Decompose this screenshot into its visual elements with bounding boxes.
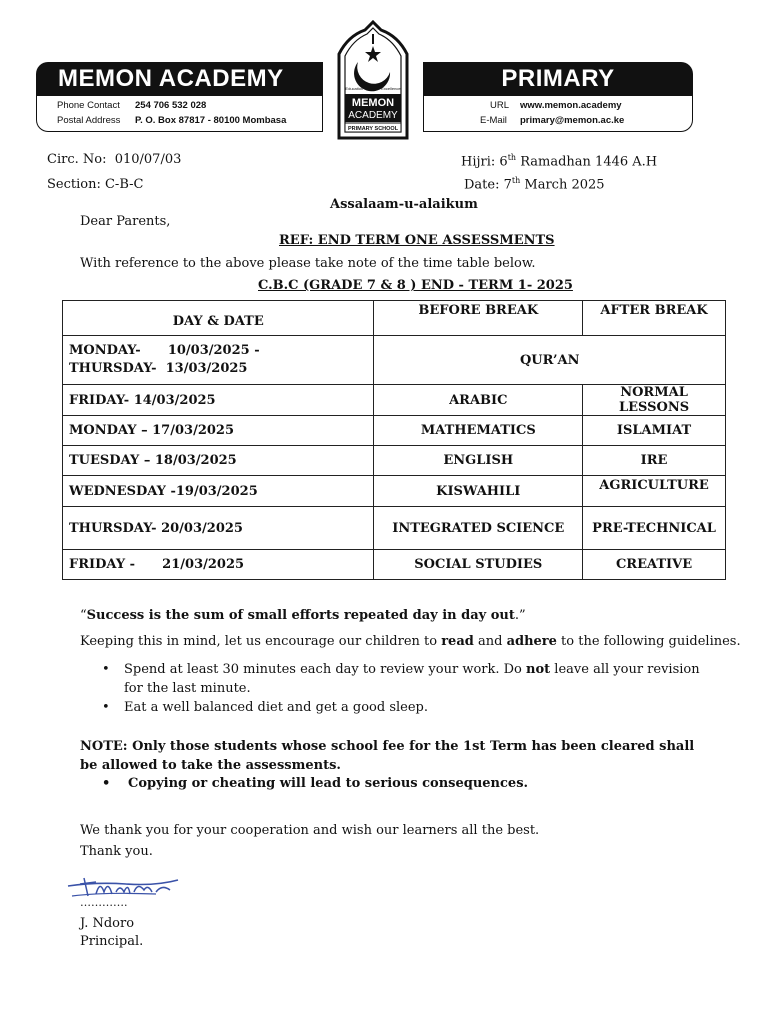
- thank-you: Thank you.: [80, 844, 153, 859]
- before-break-cell: KISWAHILI: [374, 476, 583, 507]
- table-row: [63, 507, 726, 550]
- table-row: [63, 385, 726, 416]
- list-item: • Copying or cheating will lead to serious consequences.: [80, 774, 700, 793]
- email-value: primary@memon.ac.ke: [520, 115, 625, 126]
- contact-box-right: [423, 96, 693, 132]
- guidelines-intro: Keeping this in mind, let us encourage our children to read and adhere to the following guidelines.: [80, 634, 741, 649]
- greeting: Assalaam-u-alaikum: [330, 197, 478, 212]
- school-logo: [332, 20, 414, 142]
- table-row: [63, 336, 726, 385]
- reference-line: REF: END TERM ONE ASSESSMENTS: [279, 233, 555, 248]
- principal-title: Principal.: [80, 934, 144, 949]
- day-cell: WEDNESDAY -19/03/2025: [63, 476, 374, 507]
- header-day-date: DAY & DATE: [63, 301, 374, 336]
- section: Section: C-B-C: [47, 177, 144, 192]
- logo-line3: PRIMARY SCHOOL: [347, 126, 399, 132]
- circular-number: Circ. No: 010/07/03: [47, 152, 182, 167]
- header-before-break: BEFORE BREAK: [374, 301, 583, 336]
- school-name-banner: MEMON ACADEMY: [36, 62, 323, 96]
- day-cell: TUESDAY – 18/03/2025: [63, 446, 374, 476]
- table-row: [63, 476, 726, 507]
- day-cell: FRIDAY - 21/03/2025: [63, 550, 374, 580]
- merged-subject-cell: QUR’AN: [374, 336, 726, 385]
- phone-value: 254 706 532 028: [135, 100, 207, 111]
- after-break-cell: AGRICULTURE: [583, 476, 726, 507]
- logo-motto: Education · Ethics · Excellence: [345, 86, 401, 91]
- contact-box-left: [36, 96, 323, 132]
- exam-timetable: [62, 300, 726, 580]
- day-cell: FRIDAY- 14/03/2025: [63, 385, 374, 416]
- guidelines-list: [80, 660, 720, 717]
- url-label: URL: [490, 100, 510, 111]
- after-break-cell: PRE-TECHNICAL: [583, 507, 726, 550]
- url-value: www.memon.academy: [520, 100, 622, 111]
- motivational-quote: “Success is the sum of small efforts repeated day in day out.”: [80, 608, 526, 623]
- table-header-row: [63, 301, 726, 336]
- table-row: [63, 416, 726, 446]
- table-row: [63, 446, 726, 476]
- after-break-cell: NORMAL LESSONS: [583, 385, 726, 416]
- intro-text: With reference to the above please take note of the time table below.: [80, 256, 536, 271]
- before-break-cell: ENGLISH: [374, 446, 583, 476]
- signature-dots: ………….: [80, 896, 128, 909]
- table-row: [63, 550, 726, 580]
- hijri-date: Hijri: 6th Ramadhan 1446 A.H: [461, 153, 658, 170]
- email-label: E-Mail: [480, 115, 507, 126]
- day-cell: MONDAY- 10/03/2025 - THURSDAY- 13/03/2025: [63, 336, 374, 385]
- salutation: Dear Parents,: [80, 214, 171, 229]
- fee-note: NOTE: Only those students whose school fee for the 1st Term has been cleared shall be allowed to take the assessments.: [80, 739, 695, 773]
- logo-line2: ACADEMY: [348, 110, 398, 121]
- before-break-cell: MATHEMATICS: [374, 416, 583, 446]
- principal-name: J. Ndoro: [80, 916, 135, 931]
- list-item: • Spend at least 30 minutes each day to review your work. Do not leave all your revision for the last minute.: [80, 660, 720, 698]
- phone-label: Phone Contact: [57, 100, 120, 111]
- postal-value: P. O. Box 87817 - 80100 Mombasa: [135, 115, 287, 126]
- before-break-cell: ARABIC: [374, 385, 583, 416]
- postal-label: Postal Address: [57, 115, 121, 126]
- division-banner: PRIMARY: [423, 62, 693, 96]
- after-break-cell: CREATIVE: [583, 550, 726, 580]
- closing-text: We thank you for your cooperation and wish our learners all the best.: [80, 823, 540, 838]
- after-break-cell: ISLAMIAT: [583, 416, 726, 446]
- before-break-cell: SOCIAL STUDIES: [374, 550, 583, 580]
- after-break-cell: IRE: [583, 446, 726, 476]
- table-title: C.B.C (GRADE 7 & 8 ) END - TERM 1- 2025: [258, 278, 573, 293]
- cheating-warning: [80, 774, 700, 793]
- day-cell: MONDAY – 17/03/2025: [63, 416, 374, 446]
- header-after-break: AFTER BREAK: [583, 301, 726, 336]
- list-item: • Eat a well balanced diet and get a good sleep.: [80, 698, 720, 717]
- day-cell: THURSDAY- 20/03/2025: [63, 507, 374, 550]
- logo-line1: MEMON: [351, 97, 395, 109]
- gregorian-date: Date: 7th March 2025: [464, 176, 605, 193]
- before-break-cell: INTEGRATED SCIENCE: [374, 507, 583, 550]
